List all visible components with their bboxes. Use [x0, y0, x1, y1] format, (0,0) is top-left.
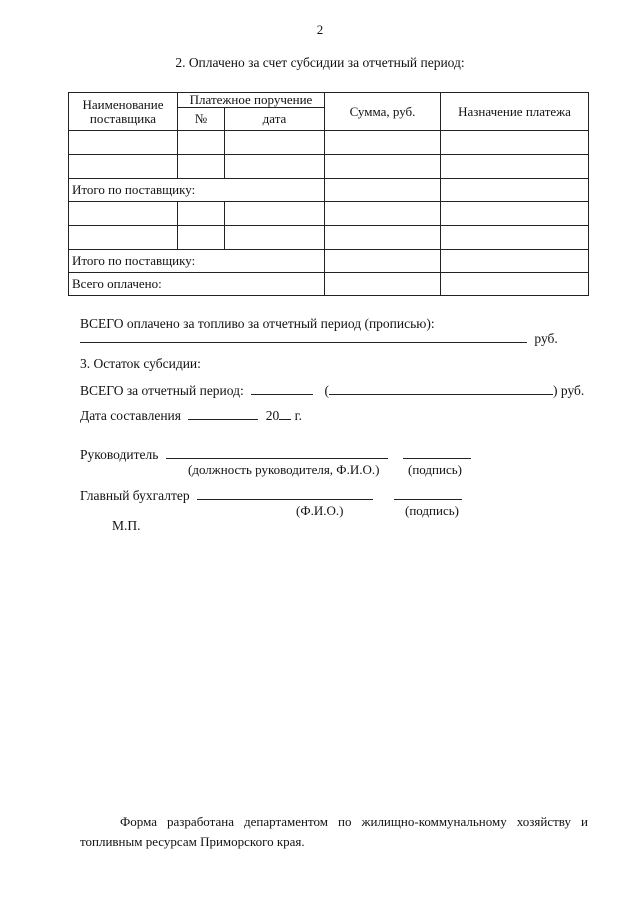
grand-total-label: Всего оплачено:	[69, 273, 325, 296]
accountant-signature-caption: (подпись)	[405, 503, 459, 518]
year-prefix: 20	[265, 408, 280, 423]
table-cell[interactable]	[441, 155, 589, 179]
table-cell[interactable]	[178, 131, 225, 155]
table-cell[interactable]	[325, 131, 441, 155]
table-cell[interactable]	[325, 226, 441, 250]
table-cell[interactable]	[225, 155, 325, 179]
head-name-field[interactable]	[166, 446, 388, 459]
accountant-name-field[interactable]	[197, 487, 373, 500]
supplier-total-row	[69, 179, 589, 202]
table-cell[interactable]	[225, 202, 325, 226]
table-cell[interactable]	[69, 131, 178, 155]
supplier-total-row	[69, 250, 589, 273]
table-row	[69, 226, 589, 250]
table-cell[interactable]	[325, 250, 441, 273]
amount-words-field[interactable]	[80, 330, 527, 343]
accountant-fio-caption: (Ф.И.О.)	[296, 503, 344, 518]
table-cell[interactable]	[441, 179, 589, 202]
header-purpose: Назначение платежа	[441, 93, 589, 131]
rub-label: руб.	[534, 331, 558, 346]
table-cell[interactable]	[325, 155, 441, 179]
table-cell[interactable]	[441, 202, 589, 226]
accountant-signature-line	[80, 487, 462, 504]
table-cell[interactable]	[225, 226, 325, 250]
fuel-total-amount-line[interactable]	[80, 330, 558, 347]
period-total-amount-field[interactable]	[251, 382, 313, 395]
table-cell[interactable]	[69, 226, 178, 250]
payments-table	[68, 92, 589, 296]
section-3-title: 3. Остаток субсидии:	[80, 356, 201, 371]
table-cell[interactable]	[441, 250, 589, 273]
period-total-line	[80, 382, 584, 399]
table-cell[interactable]	[225, 131, 325, 155]
table-cell[interactable]	[441, 273, 589, 296]
date-field[interactable]	[188, 407, 258, 420]
header-supplier: Наименование поставщика	[69, 93, 178, 131]
table-row	[69, 131, 589, 155]
head-label: Руководитель	[80, 447, 159, 462]
table-header-row	[69, 93, 589, 108]
accountant-signature-field[interactable]	[394, 487, 462, 500]
table-row	[69, 202, 589, 226]
close-paren-rub: ) руб.	[553, 383, 585, 398]
table-cell[interactable]	[325, 273, 441, 296]
open-paren: (	[324, 383, 330, 398]
head-signature-line	[80, 446, 471, 463]
stamp-mark: М.П.	[112, 518, 141, 533]
header-payment-order: Платежное поручение	[178, 93, 325, 108]
form-footer-note: Форма разработана департаментом по жилищно-коммунальному хозяйству и топливным ресурсам Приморского края.	[80, 814, 588, 849]
fuel-total-label: ВСЕГО оплачено за топливо за отчетный период (прописью):	[80, 316, 435, 331]
year-field[interactable]	[279, 407, 291, 420]
accountant-label: Главный бухгалтер	[80, 488, 190, 503]
head-signature-field[interactable]	[403, 446, 471, 459]
page-number: 2	[316, 22, 324, 37]
period-total-words-field[interactable]	[329, 382, 553, 395]
table-cell[interactable]	[325, 202, 441, 226]
table-cell[interactable]	[178, 155, 225, 179]
table-cell[interactable]	[69, 155, 178, 179]
date-label: Дата составления	[80, 408, 181, 423]
year-suffix: г.	[294, 408, 303, 423]
table-cell[interactable]	[441, 226, 589, 250]
grand-total-row	[69, 273, 589, 296]
period-total-label: ВСЕГО за отчетный период:	[80, 383, 244, 398]
table-row	[69, 155, 589, 179]
header-date: дата	[225, 108, 325, 131]
date-line	[80, 407, 302, 424]
table-cell[interactable]	[178, 226, 225, 250]
header-number: №	[178, 108, 225, 131]
head-signature-caption: (подпись)	[408, 462, 462, 477]
table-cell[interactable]	[441, 131, 589, 155]
table-cell[interactable]	[69, 202, 178, 226]
header-amount: Сумма, руб.	[325, 93, 441, 131]
table-cell[interactable]	[178, 202, 225, 226]
section-2-title: 2. Оплачено за счет субсидии за отчетный период:	[175, 55, 465, 70]
supplier-total-label: Итого по поставщику:	[69, 250, 325, 273]
table-cell[interactable]	[325, 179, 441, 202]
head-caption: (должность руководителя, Ф.И.О.)	[188, 462, 380, 477]
supplier-total-label: Итого по поставщику:	[69, 179, 325, 202]
